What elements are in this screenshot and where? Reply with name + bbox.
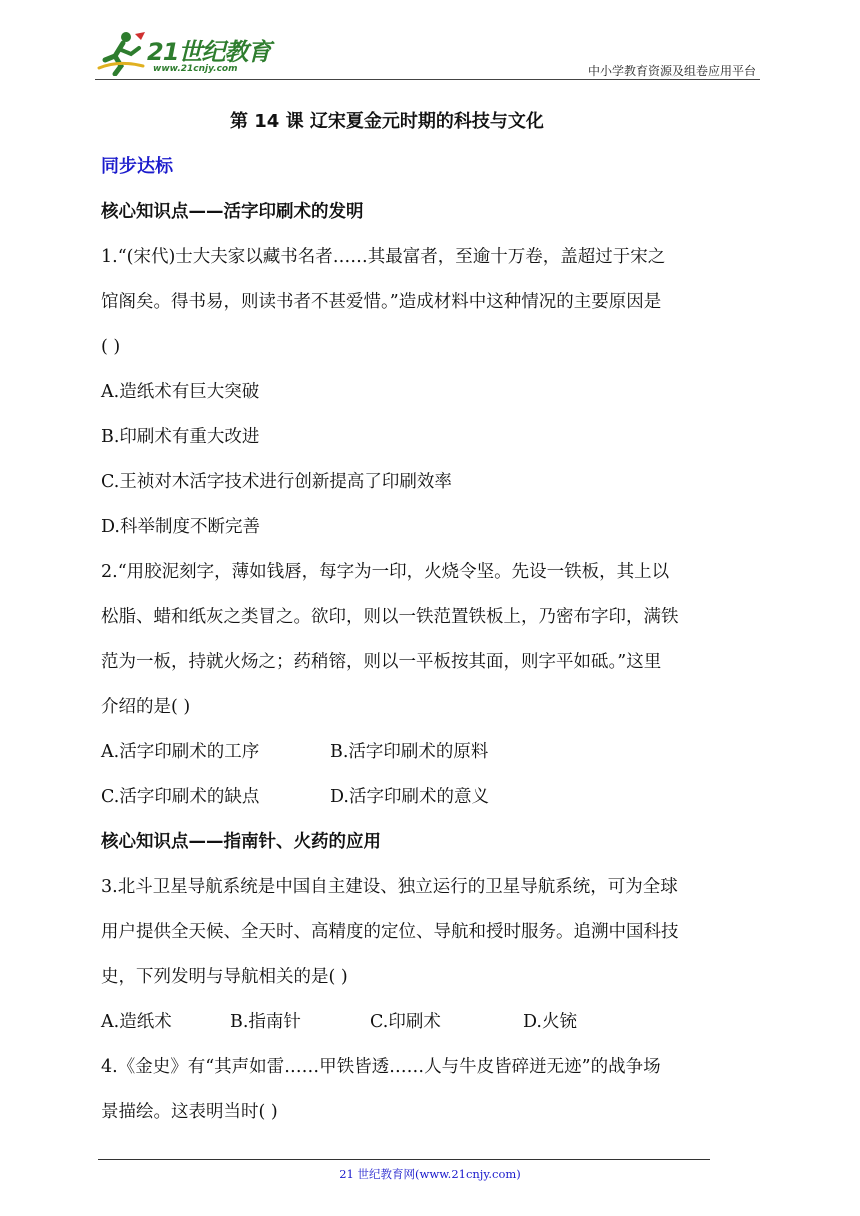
logo-title: 21世纪教育 [147,38,271,66]
header-platform-text: 中小学教育资源及组卷应用平台 [587,64,756,78]
question-3-option-b: B.指南针 [230,1012,301,1032]
question-2-line-2: 松脂、蜡和纸灰之类冒之。欲印，则以一铁范置铁板上，乃密布字印，满铁 [101,607,679,627]
question-3-option-d: D.火铳 [523,1012,577,1032]
question-3-line-2: 用户提供全天候、全天时、高精度的定位、导航和授时服务。追溯中国科技 [101,922,679,942]
section-title: 同步达标 [101,156,173,177]
question-1-option-b: B.印刷术有重大改进 [101,427,260,447]
question-3-option-c: C.印刷术 [370,1012,441,1032]
question-2-option-a: A.活字印刷术的工序 [101,742,260,762]
question-1-line-2: 馆阁矣。得书易，则读书者不甚爱惜。”造成材料中这种情况的主要原因是 [101,292,662,312]
question-2-line-4: 介绍的是( ) [101,697,191,717]
question-1-option-c: C.王祯对木活字技术进行创新提高了印刷效率 [101,472,452,492]
footer-source-link[interactable]: 21 世纪教育网(www.21cnjy.com) [339,1167,521,1181]
runner-logo-icon [95,30,147,76]
lesson-title: 第 14 课 辽宋夏金元时期的科技与文化 [230,111,544,132]
question-2-line-1: 2.“用胶泥刻字，薄如钱唇，每字为一印，火烧令坚。先设一铁板，其上以 [101,562,670,582]
topic-heading: 核心知识点——指南针、火药的应用 [101,832,381,852]
question-1-option-d: D.科举制度不断完善 [101,517,260,537]
question-1-option-a: A.造纸术有巨大突破 [101,382,260,402]
question-2-line-3: 范为一板，持就火炀之；药稍镕，则以一平板按其面，则字平如砥。”这里 [101,652,662,672]
question-2-option-b: B.活字印刷术的原料 [330,742,489,762]
page-header [95,30,760,80]
header-divider [95,79,760,80]
question-1-line-1: 1.“(宋代)士大夫家以藏书名者……其最富者，至逾十万卷，盖超过于宋之 [101,247,666,267]
question-2-option-c: C.活字印刷术的缺点 [101,787,260,807]
topic-heading: 核心知识点——活字印刷术的发明 [101,202,364,222]
question-3-line-1: 3.北斗卫星导航系统是中国自主建设、独立运行的卫星导航系统，可为全球 [101,877,678,897]
question-4-line-2: 景描绘。这表明当时( ) [101,1102,278,1122]
question-1-line-3: ( ) [101,337,121,357]
logo [95,30,271,80]
question-3-line-3: 史，下列发明与导航相关的是( ) [101,967,348,987]
question-4-line-1: 4.《金史》有“其声如雷……甲铁皆透……人与牛皮皆碎迸无迹”的战争场 [101,1057,661,1077]
logo-url: www.21cnjy.com [153,64,238,74]
question-2-option-d: D.活字印刷术的意义 [330,787,489,807]
footer-divider [98,1159,710,1160]
question-3-option-a: A.造纸术 [101,1012,172,1032]
